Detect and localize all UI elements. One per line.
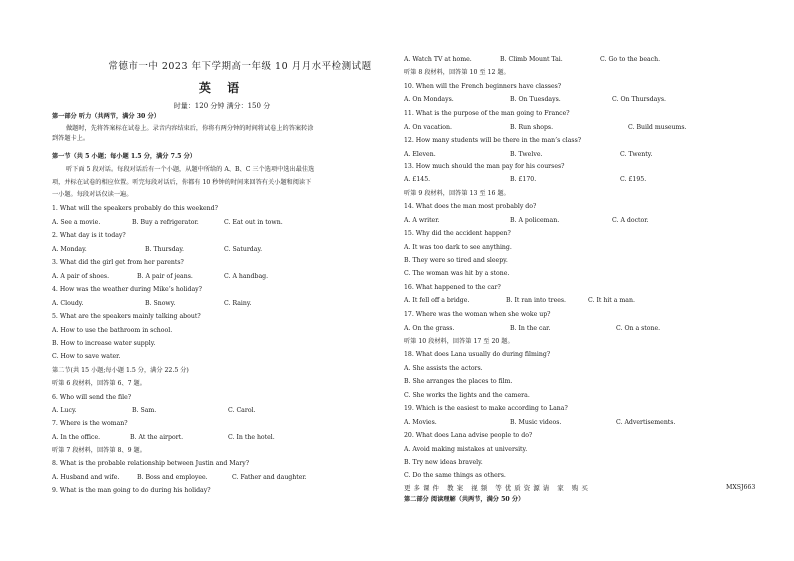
q19-option-b: B. Music videos. bbox=[510, 419, 562, 426]
q11-option-c: C. Build museums. bbox=[628, 124, 687, 131]
q2-option-a: A. Monday. bbox=[52, 246, 87, 253]
question-3: 3. What did the girl get from her parents? bbox=[52, 259, 184, 266]
q15-option-c: C. The woman was hit by a stone. bbox=[404, 270, 510, 277]
question-12: 12. How many students will be there in the man’s class? bbox=[404, 137, 582, 144]
q7-option-c: C. In the hotel. bbox=[228, 434, 275, 441]
q10-option-b: B. On Tuesdays. bbox=[510, 96, 561, 103]
q3-option-b: B. A pair of jeans. bbox=[137, 273, 193, 280]
section1-instr-3: 一小题。每段对话仅读一遍。 bbox=[52, 191, 133, 198]
q9-option-b: B. Climb Mount Tai. bbox=[500, 56, 563, 63]
q7-option-b: B. At the airport. bbox=[130, 434, 184, 441]
question-10: 10. When will the French beginners have classes? bbox=[404, 83, 562, 90]
q14-option-c: C. A doctor. bbox=[612, 217, 649, 224]
question-9: 9. What is the man going to do during his holiday? bbox=[52, 487, 211, 494]
q3-option-a: A. A pair of shoes. bbox=[52, 273, 110, 280]
question-6: 6. Who will send the file? bbox=[52, 394, 132, 401]
question-18: 18. What does Lana usually do during filming? bbox=[404, 351, 551, 358]
question-1: 1. What will the speakers probably do this weekend? bbox=[52, 205, 218, 212]
q9-option-c: C. Go to the beach. bbox=[600, 56, 661, 63]
question-5: 5. What are the speakers mainly talking about? bbox=[52, 313, 201, 320]
exam-meta: 时量：120 分钟 满分：150 分 bbox=[173, 102, 271, 110]
q16-option-a: A. It fell off a bridge. bbox=[404, 297, 470, 304]
instructions-line-2: 到答题卡上。 bbox=[52, 135, 90, 142]
q13-option-a: A. £145. bbox=[404, 176, 431, 183]
part2-heading: 第二部分 阅读理解（共两节，满分 50 分） bbox=[404, 496, 525, 503]
q18-option-c: C. She works the lights and the camera. bbox=[404, 392, 530, 399]
q12-option-a: A. Eleven. bbox=[404, 151, 436, 158]
part1-heading: 第一部分 听力（共两节，满分 30 分） bbox=[52, 113, 160, 120]
q13-option-c: C. £195. bbox=[620, 176, 647, 183]
q15-option-b: B. They were so tired and sleepy. bbox=[404, 257, 508, 264]
section1-heading: 第一节（共 5 小题；每小题 1.5 分，满分 7.5 分） bbox=[52, 153, 196, 160]
q9-option-a: A. Watch TV at home. bbox=[404, 56, 472, 63]
section1-instr-2: 项，并标在试卷的相应位置。听完每段对话后，你都有 10 秒钟的时间来回答有关小题和阅读下 bbox=[52, 179, 312, 186]
doc-code: MXSJ663 bbox=[726, 484, 756, 491]
q18-option-a: A. She assists the actors. bbox=[404, 365, 483, 372]
question-8: 8. What is the probable relationship between Justin and Mary? bbox=[52, 460, 250, 467]
question-17: 17. Where was the woman when she woke up? bbox=[404, 311, 551, 318]
question-19: 19. Which is the easiest to make according to Lana? bbox=[404, 405, 568, 412]
q1-option-c: C. Eat out in town. bbox=[224, 219, 283, 226]
q14-option-b: B. A policeman. bbox=[510, 217, 560, 224]
q16-option-c: C. It hit a man. bbox=[588, 297, 635, 304]
q12-option-c: C. Twenty. bbox=[620, 151, 653, 158]
q3-option-c: C. A handbag. bbox=[224, 273, 269, 280]
instructions-line-1: 做题时，先将答案标在试卷上。录音内容结束后，你将有两分钟的时间将试卷上的答案转涂 bbox=[66, 125, 314, 132]
section1-instr-1: 听下面 5 段对话。每段对话后有一个小题，从题中所给的 A、B、C 三个选项中选出最佳选 bbox=[66, 166, 315, 173]
q6-option-c: C. Carol. bbox=[228, 407, 256, 414]
material-7-note: 听第 7 段材料，回答第 8、9 题。 bbox=[52, 447, 146, 454]
q6-option-a: A. Lucy. bbox=[52, 407, 77, 414]
material-9-note: 听第 9 段材料，回答第 13 至 16 题。 bbox=[404, 190, 510, 197]
section2-heading: 第二节(共 15 小题;每小题 1.5 分，满分 22.5 分) bbox=[52, 367, 189, 374]
q2-option-c: C. Saturday. bbox=[224, 246, 263, 253]
q11-option-b: B. Run shops. bbox=[510, 124, 554, 131]
q18-option-b: B. She arranges the places to film. bbox=[404, 378, 513, 385]
q4-option-b: B. Snowy. bbox=[145, 300, 176, 307]
q1-option-b: B. Buy a refrigerator. bbox=[132, 219, 199, 226]
q5-option-b: B. How to increase water supply. bbox=[52, 340, 156, 347]
material-10-note: 听第 10 段材料，回答第 17 至 20 题。 bbox=[404, 338, 514, 345]
exam-title: 常德市一中 2023 年下学期高一年级 10 月月水平检测试题 bbox=[108, 61, 372, 72]
q20-option-b: B. Try new ideas bravely. bbox=[404, 459, 483, 466]
question-2: 2. What day is it today? bbox=[52, 232, 126, 239]
q11-option-a: A. On vacation. bbox=[404, 124, 452, 131]
q2-option-b: B. Thursday. bbox=[145, 246, 184, 253]
q17-option-c: C. On a stone. bbox=[616, 325, 661, 332]
question-14: 14. What does the man most probably do? bbox=[404, 203, 537, 210]
promo-footer: 更多课件 教案 视频 等优质资源请 家 购买 bbox=[404, 484, 591, 492]
subject-heading: 英 语 bbox=[198, 81, 246, 95]
question-7: 7. Where is the woman? bbox=[52, 420, 128, 427]
question-13: 13. How much should the man pay for his courses? bbox=[404, 163, 565, 170]
q13-option-b: B. £170. bbox=[510, 176, 537, 183]
q6-option-b: B. Sam. bbox=[132, 407, 157, 414]
q16-option-b: B. It ran into trees. bbox=[506, 297, 567, 304]
question-15: 15. Why did the accident happen? bbox=[404, 230, 511, 237]
q19-option-a: A. Movies. bbox=[404, 419, 437, 426]
material-8-note: 听第 8 段材料，回答第 10 至 12 题。 bbox=[404, 69, 510, 76]
q12-option-b: B. Twelve. bbox=[510, 151, 543, 158]
q10-option-c: C. On Thursdays. bbox=[612, 96, 666, 103]
question-20: 20. What does Lana advise people to do? bbox=[404, 432, 533, 439]
q17-option-b: B. In the car. bbox=[510, 325, 551, 332]
q4-option-a: A. Cloudy. bbox=[52, 300, 84, 307]
q17-option-a: A. On the grass. bbox=[404, 325, 455, 332]
q10-option-a: A. On Mondays. bbox=[404, 96, 454, 103]
q8-option-c: C. Father and daughter. bbox=[232, 474, 307, 481]
q14-option-a: A. A writer. bbox=[404, 217, 440, 224]
question-16: 16. What happened to the car? bbox=[404, 284, 501, 291]
q5-option-a: A. How to use the bathroom in school. bbox=[52, 327, 173, 334]
q19-option-c: C. Advertisements. bbox=[616, 419, 676, 426]
q20-option-a: A. Avoid making mistakes at university. bbox=[404, 446, 528, 453]
q5-option-c: C. How to save water. bbox=[52, 353, 121, 360]
q4-option-c: C. Rainy. bbox=[224, 300, 252, 307]
q1-option-a: A. See a movie. bbox=[52, 219, 101, 226]
q8-option-a: A. Husband and wife. bbox=[52, 474, 120, 481]
q15-option-a: A. It was too dark to see anything. bbox=[404, 244, 512, 251]
q7-option-a: A. In the office. bbox=[52, 434, 101, 441]
question-11: 11. What is the purpose of the man going to France? bbox=[404, 110, 570, 117]
material-6-note: 听第 6 段材料，回答第 6、7 题。 bbox=[52, 380, 146, 387]
q20-option-c: C. Do the same things as others. bbox=[404, 472, 506, 479]
question-4: 4. How was the weather during Mike’s holiday? bbox=[52, 286, 202, 293]
q8-option-b: B. Boss and employee. bbox=[137, 474, 208, 481]
